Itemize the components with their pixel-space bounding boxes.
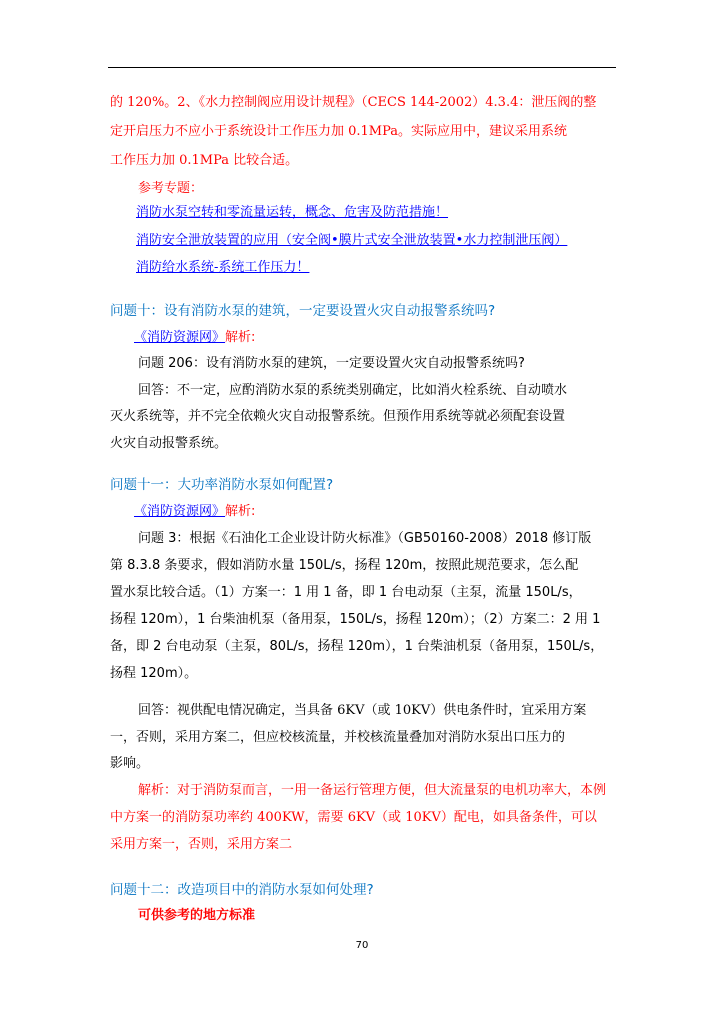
intro-line-3: 工作压力加 0.1MPa 比较合适。 — [110, 153, 299, 168]
q10-source-suffix: 解析: — [225, 330, 256, 345]
q10-answer-3: 火灾自动报警系统。 — [110, 436, 228, 451]
q10-answer-2: 灭火系统等，并不完全依赖火灾自动报警系统。但预作用系统等就必须配套设置 — [110, 409, 566, 424]
q11-analysis-3: 采用方案一，否则，采用方案二 — [110, 837, 293, 852]
q11-source — [134, 503, 644, 521]
q11-answer-3: 影响。 — [110, 756, 150, 771]
page-number: 70 — [355, 940, 369, 951]
q12-heading: 问题十二：改造项目中的消防水泵如何处理? — [110, 882, 374, 898]
q10-question: 问题 206：设有消防水泵的建筑，一定要设置火灾自动报警系统吗? — [138, 356, 525, 371]
q11-source-link[interactable]: 《消防资源网》 — [134, 504, 226, 519]
intro-line-1: 的 120%。2、《水力控制阀应用设计规程》（CECS 144-2002）4.3.4：泄压阀的整 — [110, 95, 597, 110]
q11-question-4: 扬程 120m），1 台柴油机泵（备用泵，150L/s，扬程 120m）；（2）方案二：2 用 1 — [110, 612, 601, 627]
q11-answer-2: 一，否则，采用方案二，但应校核流量，并校核流量叠加对消防水泵出口压力的 — [110, 730, 566, 745]
q10-source — [134, 329, 644, 347]
q10-answer-1: 回答：不一定，应酌消防水泵的系统类别确定，比如消火栓系统、自动喷水 — [138, 383, 568, 398]
q11-question-3: 置水泵比较合适。（1）方案一：1 用 1 备，即 1 台电动泵（主泵，流量 150L/s， — [110, 585, 582, 600]
q11-analysis-2: 中方案一的消防泵功率约 400KW，需要 6KV（或 10KV）配电，如具备条件，可以 — [110, 810, 597, 825]
reference-title: 参考专题： — [138, 181, 204, 196]
reference-link-3[interactable]: 消防给水系统-系统工作压力！ — [136, 260, 310, 275]
intro-line-2: 定开启压力不应小于系统设计工作压力加 0.1MPa。实际应用中，建议采用系统 — [110, 124, 568, 139]
q11-heading: 问题十一：大功率消防水泵如何配置? — [110, 477, 334, 493]
q11-question-2: 第 8.3.8 条要求，假如消防水量 150L/s，扬程 120m，按照此规范要求，怎么配 — [110, 558, 579, 573]
reference-link-2[interactable]: 消防安全泄放装置的应用（安全阀•膜片式安全泄放装置•水力控制泄压阀） — [136, 233, 568, 248]
q11-question-1: 问题 3：根据《石油化工企业设计防火标准》（GB50160-2008）2018 修订版 — [138, 531, 592, 546]
q12-subheading: 可供参考的地方标准 — [138, 908, 256, 923]
q11-source-suffix: 解析: — [225, 504, 256, 519]
q11-question-6: 扬程 120m）。 — [110, 666, 198, 681]
q11-answer-1: 回答：视供配电情况确定，当具备 6KV（或 10KV）供电条件时，宜采用方案 — [138, 703, 587, 718]
header-rule — [108, 67, 616, 68]
q11-question-5: 备，即 2 台电动泵（主泵，80L/s，扬程 120m），1 台柴油机泵（备用泵，150L/s， — [110, 639, 604, 654]
q11-analysis-1: 解析：对于消防泵而言，一用一备运行管理方便，但大流量泵的电机功率大，本例 — [138, 783, 607, 798]
reference-link-1[interactable]: 消防水泵空转和零流量运转，概念、危害及防范措施！ — [136, 205, 449, 220]
q10-heading: 问题十：设有消防水泵的建筑，一定要设置火灾自动报警系统吗? — [110, 303, 496, 319]
q10-source-link[interactable]: 《消防资源网》 — [134, 330, 226, 345]
